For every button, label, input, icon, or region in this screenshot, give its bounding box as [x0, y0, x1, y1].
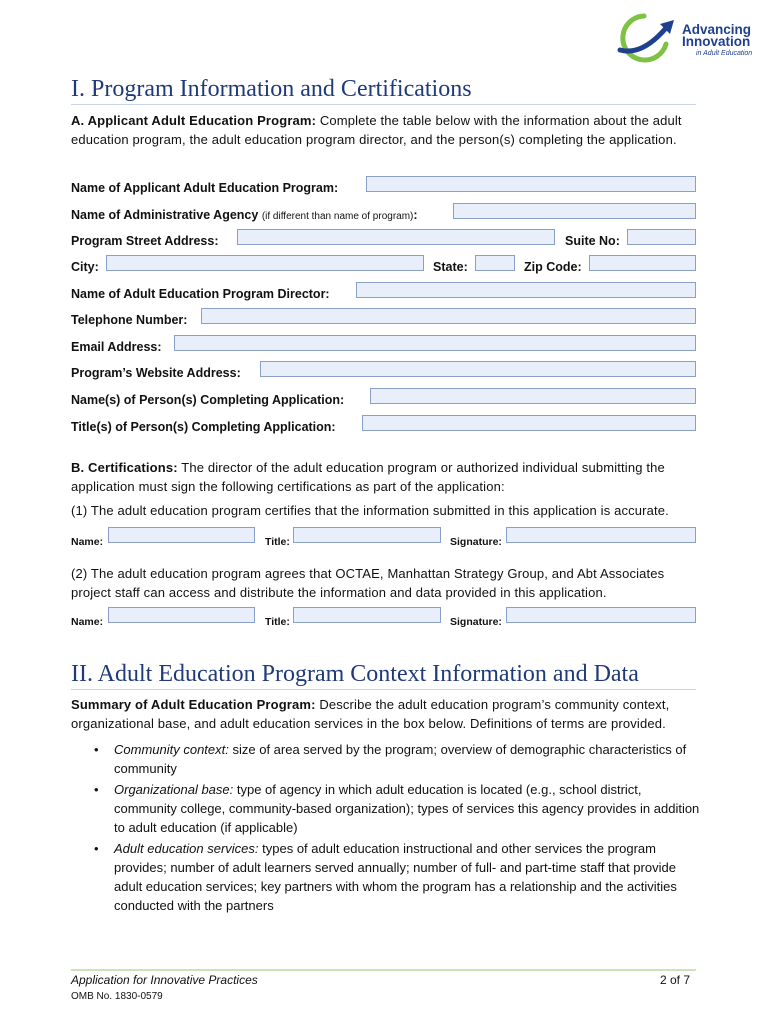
- cert2-title-label: Title:: [265, 616, 290, 628]
- state-label: State:: [433, 260, 468, 274]
- bullet-icon: •: [94, 742, 99, 757]
- cert2-signature-label: Signature:: [450, 616, 502, 628]
- footer-doc-title: Application for Innovative Practices: [71, 973, 258, 987]
- names-completing-field[interactable]: [370, 388, 696, 404]
- cert1-signature-label: Signature:: [450, 536, 502, 548]
- footer-omb-number: OMB No. 1830-0579: [71, 991, 163, 1002]
- cert1-name-field[interactable]: [108, 527, 255, 543]
- titles-completing-label: Title(s) of Person(s) Completing Application:: [71, 420, 336, 434]
- section-b-heading: B. Certifications:: [71, 460, 178, 475]
- cert1-name-label: Name:: [71, 536, 104, 548]
- bullet-icon: •: [94, 841, 99, 856]
- cert2-name-label: Name:: [71, 616, 104, 628]
- city-field[interactable]: [106, 255, 424, 271]
- city-label: City:: [71, 260, 99, 274]
- cert1-signature-field[interactable]: [506, 527, 696, 543]
- section-a-heading: A. Applicant Adult Education Program:: [71, 113, 317, 128]
- section-2-rule: [71, 689, 696, 690]
- bullet-text: type of agency in which adult education is located (e.g., school district, community college, community-based organization); types of services this agency provides in addition to adult education (if applicable): [114, 782, 700, 835]
- street-field[interactable]: [237, 229, 555, 245]
- zip-field[interactable]: [589, 255, 696, 271]
- bullet-term: Community context:: [114, 742, 229, 757]
- zip-label: Zip Code:: [524, 260, 582, 274]
- suite-label: Suite No:: [565, 234, 620, 248]
- bullet-text: types of adult education instructional and other services the program provides; number of adult learners served annually; number of full- and part-time staff that provide adult education services; key partners with whom the program has a relationship and the activities conducted with the partners: [114, 841, 677, 913]
- state-field[interactable]: [475, 255, 515, 271]
- bullet-text: size of area served by the program; overview of demographic characteristics of community: [114, 742, 687, 776]
- program-name-field[interactable]: [366, 176, 696, 192]
- bullet-term: Organizational base:: [114, 782, 234, 797]
- section-1-rule: [71, 104, 696, 105]
- names-completing-label: Name(s) of Person(s) Completing Application:: [71, 393, 345, 407]
- email-label: Email Address:: [71, 340, 162, 354]
- director-field[interactable]: [356, 282, 696, 298]
- bullet-icon: •: [94, 782, 99, 797]
- agency-label: [71, 208, 418, 222]
- bullet-term: Adult education services:: [114, 841, 259, 856]
- summary-intro: [71, 695, 701, 733]
- list-item: [90, 839, 705, 915]
- list-item: [90, 740, 705, 778]
- section-2-title: II. Adult Education Program Context Information and Data: [71, 661, 639, 687]
- advancing-innovation-logo: [608, 10, 758, 66]
- certification-1: (1) The adult education program certifies that the information submitted in this application is accurate.: [71, 503, 669, 518]
- summary-text: Describe the adult education program’s community context, organizational base, and adult education services in the box below. Definitions of terms are provided.: [71, 697, 670, 731]
- section-b-text: The director of the adult education program or authorized individual submitting the application must sign the following certifications as part of the application:: [71, 460, 665, 494]
- section-a-text: Complete the table below with the information about the adult education program, the adult education program director, and the person(s) completing the application.: [71, 113, 682, 147]
- logo-line-3: in Adult Education: [696, 50, 753, 57]
- section-b-intro: [71, 458, 701, 496]
- street-label: Program Street Address:: [71, 234, 219, 248]
- footer-rule: [71, 969, 696, 971]
- website-field[interactable]: [260, 361, 696, 377]
- website-label: Program’s Website Address:: [71, 366, 241, 380]
- suite-field[interactable]: [627, 229, 696, 245]
- agency-field[interactable]: [453, 203, 696, 219]
- summary-heading: Summary of Adult Education Program:: [71, 697, 316, 712]
- footer-page-number: 2 of 7: [660, 973, 691, 987]
- definitions-list: [90, 740, 705, 917]
- phone-label: Telephone Number:: [71, 313, 188, 327]
- logo-line-2: Innovation: [682, 34, 751, 49]
- list-item: [90, 780, 705, 837]
- phone-field[interactable]: [201, 308, 696, 324]
- titles-completing-field[interactable]: [362, 415, 696, 431]
- cert2-title-field[interactable]: [293, 607, 441, 623]
- cert1-title-label: Title:: [265, 536, 290, 548]
- cert2-name-field[interactable]: [108, 607, 255, 623]
- cert2-signature-field[interactable]: [506, 607, 696, 623]
- section-a-intro: [71, 111, 701, 149]
- cert1-title-field[interactable]: [293, 527, 441, 543]
- program-name-label: Name of Applicant Adult Education Program:: [71, 181, 339, 195]
- logo-swoosh-icon: [608, 10, 682, 66]
- agency-colon: :: [413, 208, 418, 222]
- agency-note: (if different than name of program): [261, 211, 414, 222]
- director-label: Name of Adult Education Program Director:: [71, 287, 330, 301]
- logo-line-1: Advancing: [682, 22, 752, 37]
- agency-label-text: Name of Administrative Agency: [71, 208, 259, 222]
- section-1-title: I. Program Information and Certifications: [71, 76, 472, 102]
- certification-2: (2) The adult education program agrees that OCTAE, Manhattan Strategy Group, and Abt Associates project staff can access and distribute the information and data provided in this application.: [71, 566, 665, 600]
- email-field[interactable]: [174, 335, 696, 351]
